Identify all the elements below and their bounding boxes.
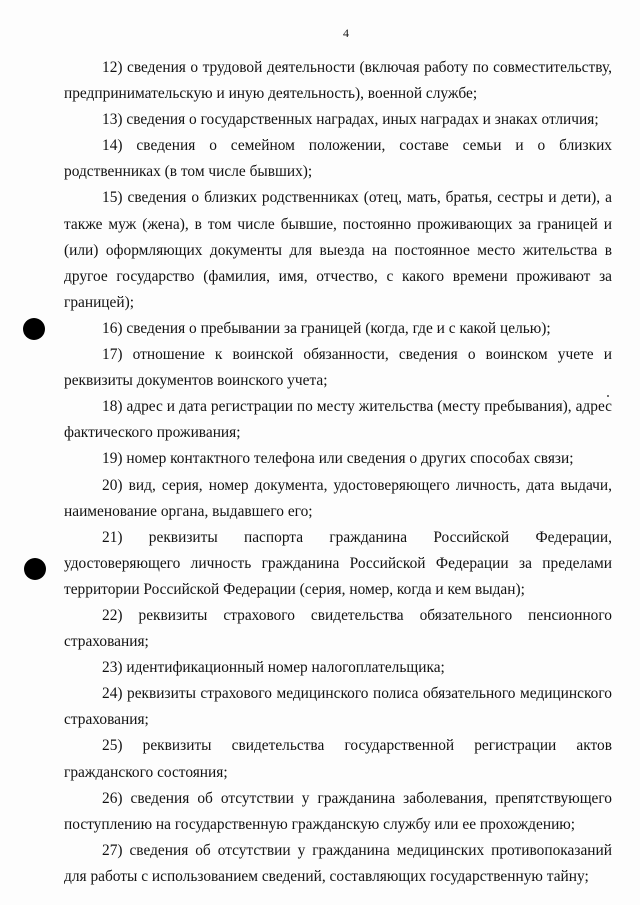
list-item-17: 17) отношение к воинской обязанности, сведения о воинском учете и реквизиты документов воинского учета; [64, 346, 612, 390]
list-item-20: 20) вид, серия, номер документа, удостоверяющего личность, дата выдачи, наименование органа, выдавшего его; [64, 476, 612, 520]
binder-hole-mark [24, 558, 46, 580]
list-item-21: 21) реквизиты паспорта гражданина Российской Федерации, удостоверяющего личность гражданина Российской Федерации за пределами территории Российской Федерации (серия, номер, когда и кем выдан); [64, 528, 612, 598]
list-item-26: 26) сведения об отсутствии у гражданина заболевания, препятствующего поступлению на государственную гражданскую службу или ее прохождению; [64, 789, 612, 833]
list-item-23: 23) идентификационный номер налогоплательщика; [102, 659, 445, 677]
list-item-22: 22) реквизиты страхового свидетельства обязательного пенсионного страхования; [64, 606, 612, 651]
list-item-15: 15) сведения о близких родственниках (отец, мать, братья, сестры и дети), а также муж (жена), в том числе бывшие, постоянно проживающих за границей и (или) оформляющих документы для выезда на постоянное место жительства в другое государство (фамилия, имя, отчество, с какого времени проживают за границей); [64, 189, 612, 311]
scan-speck [607, 395, 609, 397]
list-item-16: 16) сведения о пребывании за границей (когда, где и с какой целью); [102, 319, 551, 337]
page-number: 4 [343, 26, 349, 40]
document-body [64, 55, 612, 890]
list-item-18: 18) адрес и дата регистрации по месту жительства (месту пребывания), адрес фактического проживания; [64, 398, 612, 442]
binder-hole-mark [23, 318, 45, 340]
list-item-19: 19) номер контактного телефона или сведения о других способах связи; [102, 450, 574, 468]
list-item-27: 27) сведения об отсутствии у гражданина медицинских противопоказаний для работы с использованием сведений, составляющих государственную тайну; [64, 841, 612, 885]
list-item-24: 24) реквизиты страхового медицинского полиса обязательного медицинского страхования; [64, 685, 612, 729]
list-item-12: 12) сведения о трудовой деятельности (включая работу по совместительству, предпринимательскую и иную деятельность), военной службе; [64, 59, 612, 103]
list-item-13: 13) сведения о государственных наградах, иных наградах и знаках отличия; [102, 111, 599, 129]
list-item-25: 25) реквизиты свидетельства государственной регистрации актов гражданского состояния; [64, 737, 612, 781]
list-item-14: 14) сведения о семейном положении, составе семьи и о близких родственниках (в том числе бывших); [64, 137, 612, 181]
